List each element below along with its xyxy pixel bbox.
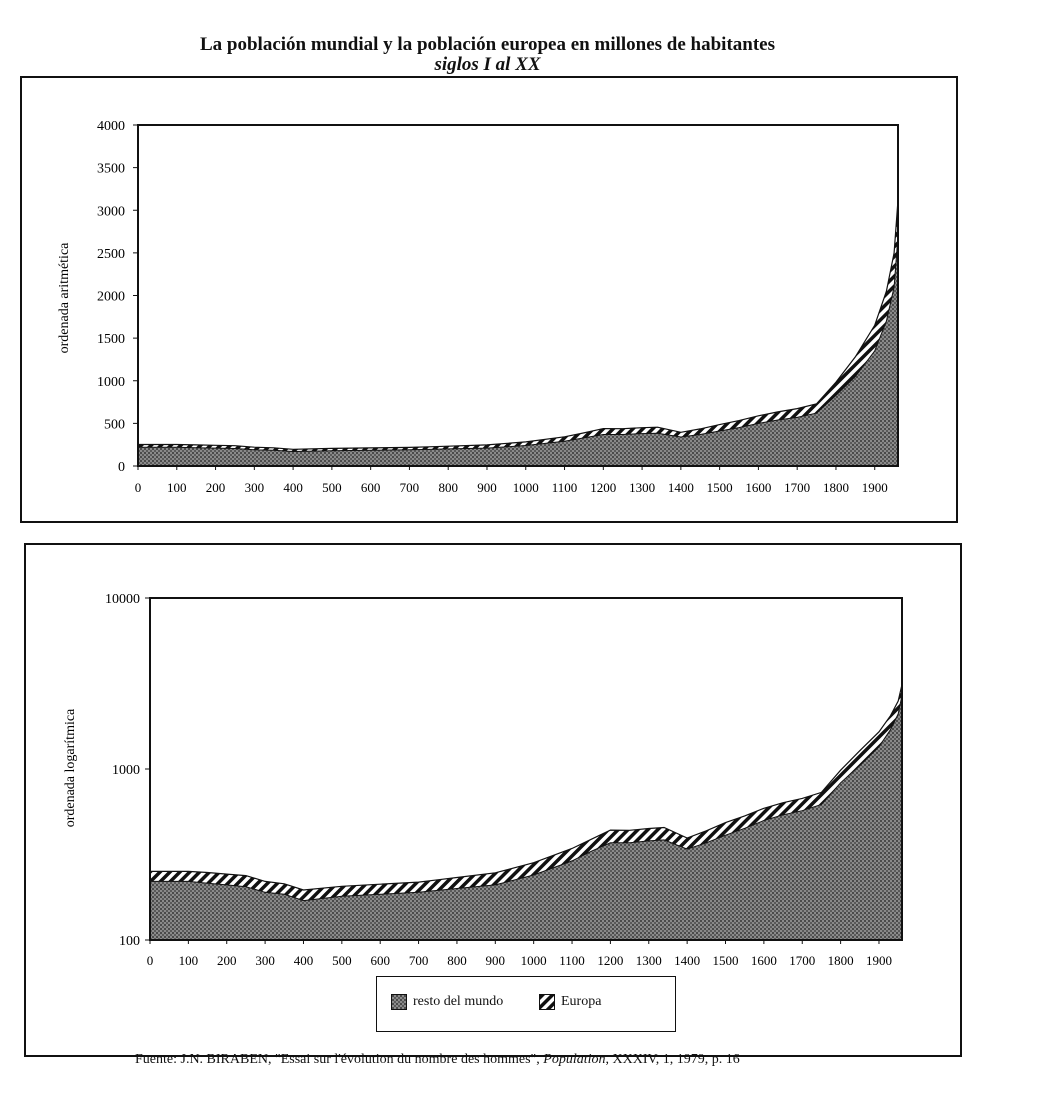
top-y-tick-label: 2500 [97,246,125,262]
bottom-x-tick-label: 1400 [674,953,701,968]
bottom-x-tick-label: 0 [146,953,154,968]
top-y-axis-label: ordenada aritmética [57,242,72,354]
top-x-tick-label: 500 [322,480,342,495]
top-x-tick-label: 1200 [590,480,617,495]
bottom-x-tick-label: 400 [293,953,314,968]
legend-label-europa: Europa [561,994,602,1009]
bottom-x-tick-label: 1100 [559,953,585,968]
bottom-x-tick-label: 500 [332,953,352,968]
top-x-tick-label: 200 [205,480,226,495]
top-x-tick-label: 1700 [784,480,811,495]
bottom-x-tick-label: 600 [370,953,390,968]
legend [376,976,676,1032]
legend-swatch-resto [391,994,407,1010]
bottom-x-tick-label: 1300 [635,953,662,968]
top-y-tick-label: 4000 [97,119,125,134]
source-prefix: Fuente: J.N. BIRABEN, "Essai sur l'évolution du nombre des hommes", [135,1052,544,1067]
bottom-x-tick-label: 800 [447,953,467,968]
top-y-tick-label: 3000 [97,204,125,220]
chart-subtitle: siglos I al XX [434,54,541,75]
bottom-series-resto [150,695,902,940]
bottom-x-tick-label: 100 [178,953,199,968]
bottom-x-tick-label: 1900 [865,953,892,968]
top-x-tick-label: 900 [477,480,497,495]
top-x-tick-label: 1900 [861,480,888,495]
top-x-tick-label: 1300 [629,480,656,495]
top-x-tick-label: 1000 [512,480,539,495]
legend-label-resto: resto del mundo [413,994,504,1009]
top-x-tick-label: 1600 [745,480,772,495]
source-note [135,1052,740,1068]
bottom-x-tick-label: 200 [216,953,237,968]
source-journal: Population [543,1052,606,1067]
bottom-x-tick-label: 300 [255,953,275,968]
top-y-tick-label: 500 [104,417,125,433]
bottom-x-tick-label: 1000 [520,953,547,968]
top-y-tick-label: 1000 [97,374,125,390]
top-x-tick-label: 1100 [551,480,578,495]
top-y-tick-label: 1500 [97,332,125,348]
chart-title: La población mundial y la población europea en millones de habitantes [199,34,776,55]
legend-swatch-europa [539,994,555,1010]
bottom-x-tick-label: 1200 [597,953,624,968]
top-x-tick-label: 1800 [822,480,849,495]
top-y-tick-label: 2000 [97,289,125,305]
top-x-tick-label: 800 [438,480,458,495]
top-x-tick-label: 400 [283,480,303,495]
top-y-tick-label: 3500 [97,161,125,177]
top-x-tick-label: 700 [399,480,420,495]
legend-item-europa [539,994,601,1010]
bottom-x-tick-label: 1500 [712,953,739,968]
bottom-x-tick-label: 900 [485,953,506,968]
bottom-x-tick-label: 700 [408,953,429,968]
bottom-x-tick-label: 1600 [750,953,777,968]
source-suffix: , XXXIV, 1, 1979, p. 16 [605,1052,740,1067]
bottom-y-axis-label: ordenada logarítmica [63,708,78,828]
bottom-x-tick-label: 1800 [827,953,854,968]
top-x-tick-label: 1400 [667,480,694,495]
top-x-tick-label: 600 [360,480,381,495]
legend-item-resto [391,994,503,1010]
bottom-x-tick-label: 1700 [789,953,816,968]
top-y-tick-label: 0 [118,460,125,475]
bottom-y-tick-label: 10000 [105,592,140,607]
top-x-tick-label: 100 [167,480,187,495]
bottom-y-tick-label: 100 [119,934,140,949]
top-x-tick-label: 300 [244,480,265,495]
bottom-y-tick-label: 1000 [112,763,140,778]
top-x-tick-label: 1500 [706,480,733,495]
top-series-resto [138,236,898,466]
top-x-tick-label: 0 [134,480,142,495]
